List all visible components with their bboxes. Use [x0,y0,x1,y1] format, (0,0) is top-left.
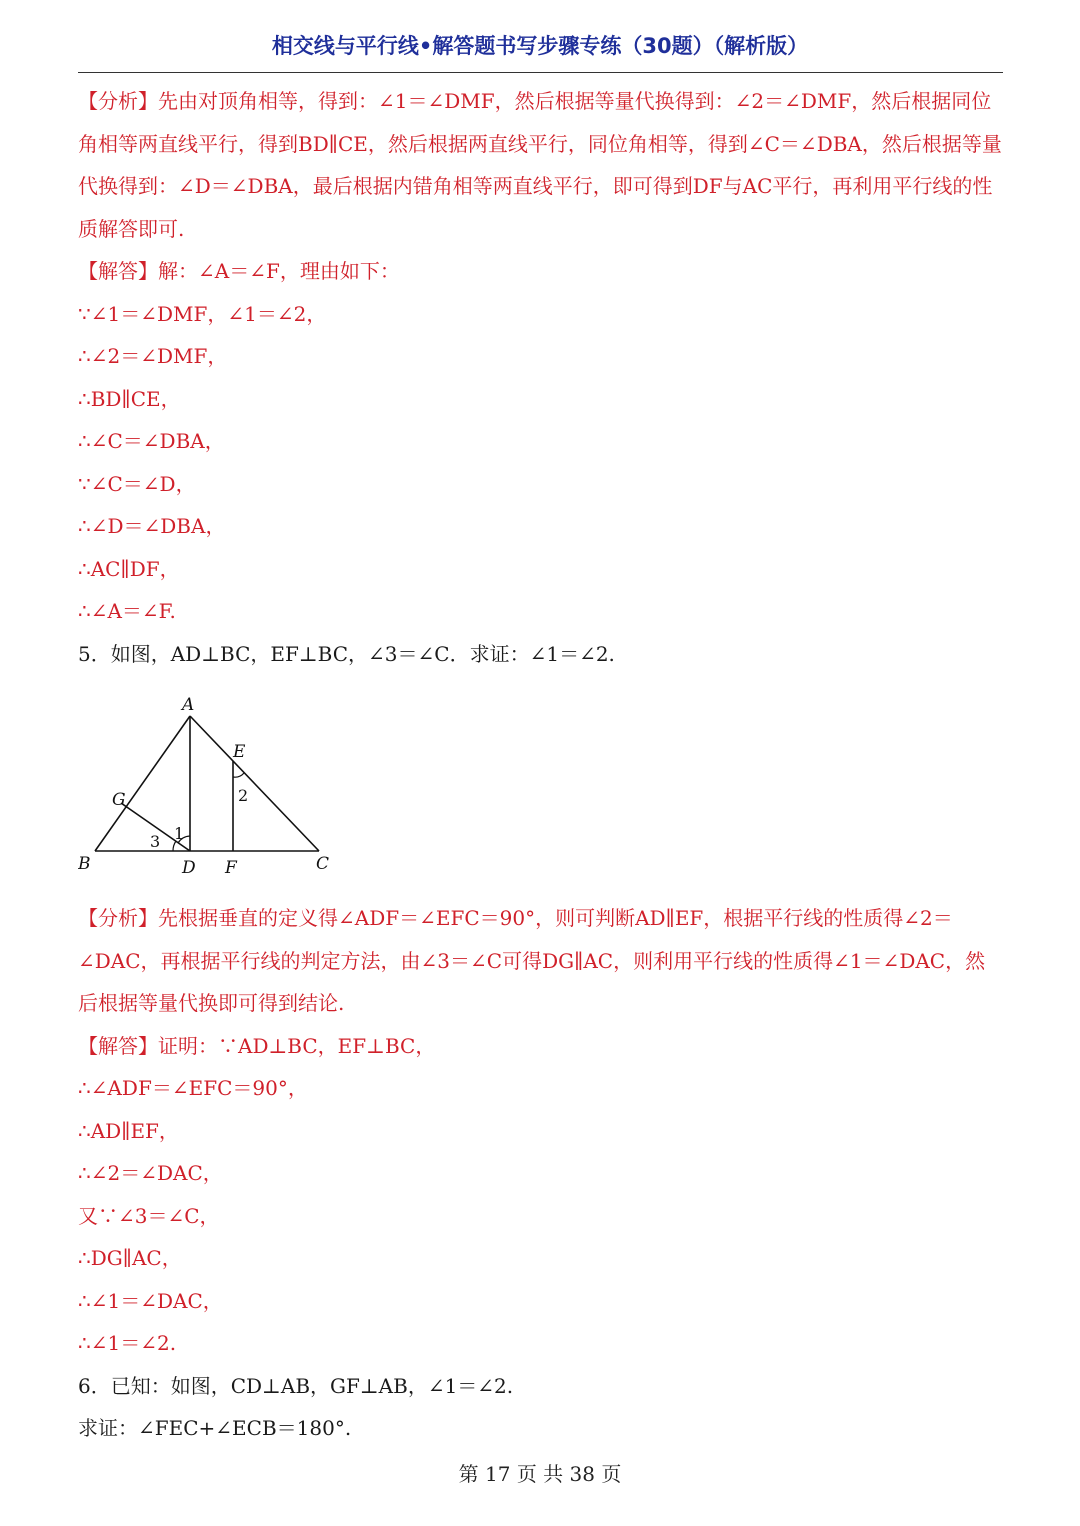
prev-analysis: 【分析】先由对顶角相等，得到：∠1＝∠DMF，然后根据等量代换得到：∠2＝∠DMF，然后根据同位角相等两直线平行，得到BD∥CE，然后根据两直线平行，同位角相等，得到∠C＝∠DBA，然后根据等量代换得到：∠D＝∠DBA，最后根据内错角相等两直线平行，即可得到DF与AC平行，再利用平行线的性质解答即可. [78,89,1002,241]
page-header-title: 相交线与平行线•解答题书写步骤专练（30题）（解析版） [271,34,809,58]
label-angle-1: 1 [174,824,185,843]
prev-answer-line: ∴∠2＝∠DMF， [78,344,228,368]
label-a: A [182,695,195,715]
q5-analysis: 【分析】先根据垂直的定义得∠ADF＝∠EFC＝90°，则可判断AD∥EF，根据平行线的性质得∠2＝∠DAC，再根据平行线的判定方法，由∠3＝∠C可得DG∥AC，则利用平行线的性质得∠1＝∠DAC，然后根据等量代换即可得到结论. [78,906,986,1015]
label-d: D [182,858,196,878]
prev-answer-line: 【解答】解：∠A＝∠F，理由如下： [78,259,400,283]
q5-answer-line: ∴∠1＝∠DAC， [78,1288,223,1313]
q5-answer-line: ∴∠2＝∠DAC， [78,1161,223,1185]
prev-answer-line: ∵∠C＝∠D， [78,471,196,496]
q5-answer-line: ∴AD∥EF， [78,1118,179,1143]
label-angle-3: 3 [150,832,161,851]
q5-answer-line: 又∵∠3＝∠C， [78,1203,220,1228]
label-b: B [78,854,91,874]
angle-2-arc [233,773,244,777]
label-angle-2: 2 [238,786,249,805]
q5-answer-line: ∴∠1＝∠2. [78,1331,177,1355]
header-divider [78,72,1003,73]
question-5: 5．如图，AD⊥BC，EF⊥BC，∠3＝∠C．求证：∠1＝∠2. [78,641,615,666]
prev-answer-line: ∴∠A＝∠F. [78,599,176,623]
triangle-diagram [78,675,378,897]
prev-answer-line: ∴∠D＝∠DBA， [78,514,226,538]
page-content [78,80,1003,1450]
q5-answer-line: ∴∠ADF＝∠EFC＝90°， [78,1076,308,1100]
label-c: C [316,854,330,874]
q5-answer-line: 【解答】证明：∵AD⊥BC，EF⊥BC， [78,1033,436,1058]
prev-answer-line: ∴BD∥CE， [78,386,181,411]
label-f: F [225,858,237,878]
question-6-prove: 求证：∠FEC+∠ECB＝180°. [78,1416,352,1440]
prev-answer-line: ∴AC∥DF， [78,556,180,581]
prev-answer-line: ∵∠1＝∠DMF，∠1＝∠2， [78,301,327,326]
q5-answer-line: ∴DG∥AC， [78,1246,182,1270]
triangle-figure [78,675,1003,897]
label-e: E [233,742,246,762]
question-6: 6．已知：如图，CD⊥AB，GF⊥AB，∠1＝∠2. [78,1373,514,1398]
segment-ac [190,716,319,851]
label-g: G [112,790,126,810]
prev-answer-line: ∴∠C＝∠DBA， [78,429,225,453]
page-number: 第 17 页 共 38 页 [458,1462,622,1486]
